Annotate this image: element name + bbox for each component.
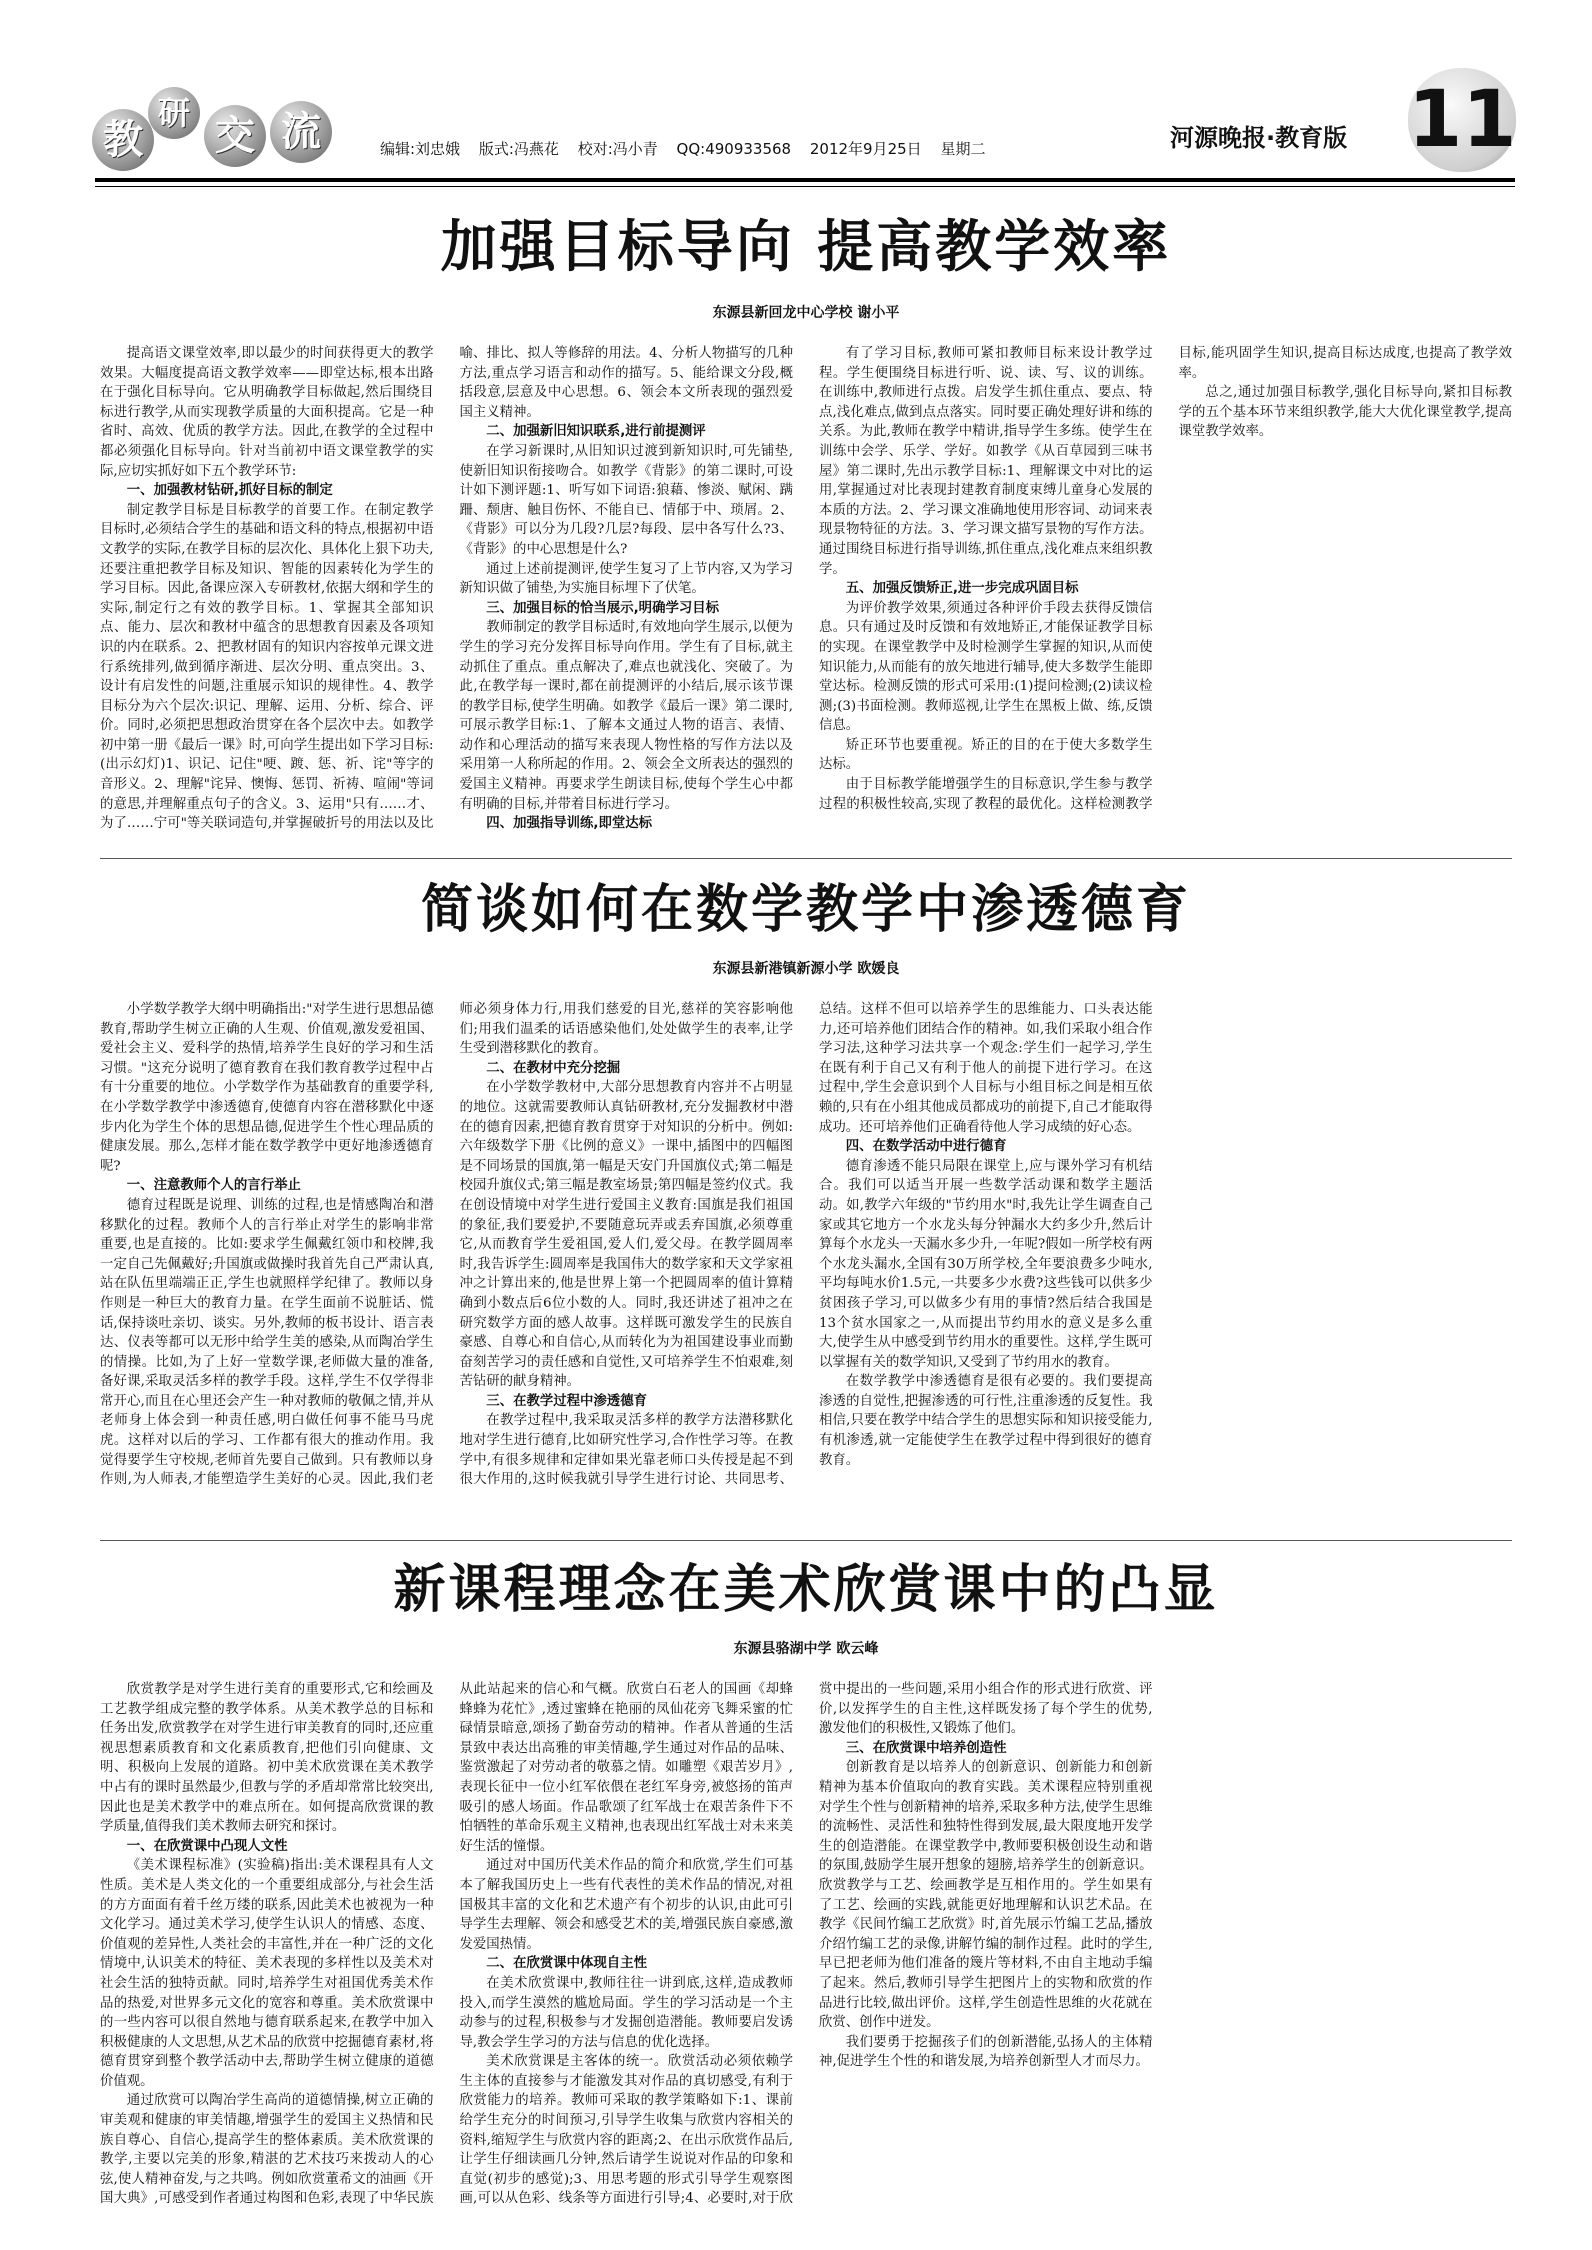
body-paragraph: 在小学数学教材中,大部分思想教育内容并不占明显的地位。这就需要教师认真钻研教材,充分发掘教材中潜在的德育因素,把德育教育贯穿于对知识的分析中。例如:六年级数学下册《比例的意义》一课中,插图中的四幅图是不同场景的国旗,第一幅是天安门升国旗仪式;第二幅是校园升旗仪式;第三幅是教室场景;第四幅是签约仪式。我在创设情境中对学生进行爱国主义教育:国旗是我们祖国的象征,我们要爱护,不要随意玩弄或丢弃国旗,必须尊重它,从而教育学生爱祖国,爱人们,爱父母。在教学圆周率时,我告诉学生:圆周率是我国伟大的数学家和天文学家祖冲之计算出来的,他是世界上第一个把圆周率的值计算精确到小数点后6位小数的人。同时,我还讲述了祖冲之在研究数学方面的感人故事。这样既可激发学生的民族自豪感、自尊心和自信心,从而转化为为祖国建设事业而勤奋刻苦学习的责任感和自觉性,又可培养学生不怕艰难,刻苦钻研的献身精神。 [459,1080,793,1390]
body-paragraph: 在数学教学中渗透德育是很有必要的。我们要提高渗透的自觉性,把握渗透的可行性,注重渗透的反复性。我相信,只要在教学中结合学生的思想实际和知识接受能力,有机渗透,就一定能使学生在教学过程中得到很好的德育教育。 [819,1374,1153,1468]
body-paragraph: 总之,通过加强目标教学,强化目标导向,紧扣目标教学的五个基本环节来组织教学,能大大优化课堂教学,提高课堂教学效率。 [1178,385,1512,440]
section-heading: 一、注意教师个人的言行举止 [126,1178,301,1194]
section-heading: 三、在教学过程中渗透德育 [486,1393,647,1409]
section-heading: 一、在欣赏课中凸现人文性 [126,1838,288,1854]
article-2-body [100,1000,1512,1500]
body-paragraph: 我们要勇于挖掘孩子们的创新潜能,弘扬人的主体精神,促进学生个性的和谐发展,为培养创新型人才而尽力。 [819,2034,1153,2070]
body-paragraph: 教师制定的教学目标适时,有效地向学生展示,以便为学生的学习充分发挥目标导向作用。学生有了目标,就主动抓住了重点。重点解决了,难点也就浅化、突破了。为此,在教学每一课时,都在前提测评的小结后,展示该节课的教学目标,使学生明确。如教学《最后一课》第二课时,可展示教学目标:1、了解本文通过人物的语言、表情、动作和心理活动的描写来表现人物性格的写作方法以及采用第一人称所起的作用。2、领会全文所表达的强烈的爱国主义精神。再要求学生朗读目标,使每个学生心中都有明确的目标,并带着目标进行学习。 [459,620,793,812]
issue-weekday: 星期二 [940,140,986,158]
body-paragraph: 在教学过程中,我采取灵活多样的教学方法潜移默化地对学生进行德育,比如研究性学习,合作性学习等。在教学中,有很多规律和定律如果光靠老师口头传授是起不到很大作用的,这时候我就引导学生进行讨论、共同思考、总结。这样不但可以培养学生的思维能力、口头表达能力,还可培养他们团结合作的精神。如,我们采取小组合作学习法,这种学习法共享一个观念:学生们一起学习,学生在既有利于自己又有利于他人的前提下进行学习。在这过程中,学生会意识到个人目标与小组目标之间是相互依赖的,只有在小组其他成员都成功的前提下,自己才能取得成功。还可培养他们正确看待他人学习成绩的好心态。 [459,1002,1153,1488]
issue-date: 2012年9月25日 [809,140,922,158]
article-2 [100,872,1512,1532]
masthead-rule [95,178,1515,182]
section-heading: 三、在欣赏课中培养创造性 [845,1740,1007,1756]
masthead [0,0,1592,190]
body-paragraph: 为评价教学效果,须通过各种评价手段去获得反馈信息。只有通过及时反馈和有效地矫正,才能保证教学目标的实现。在课堂教学中及时检测学生掌握的知识,从而使知识能力,从而能有的放矢地进行辅导,使大多数学生能即堂达标。检测反馈的形式可采用:(1)提问检测;(2)读议检测;(3)书面检测。教师巡视,让学生在黑板上做、练,反馈信息。 [819,600,1153,734]
body-paragraph: 通过对中国历代美术作品的简介和欣赏,学生们可基本了解我国历史上一些有代表性的美术作品的情况,对祖国极其丰富的文化和艺术遗产有个初步的认识,由此可引导学生去理解、领会和感受艺术的美,增强民族自豪感,激发爱国热情。 [459,1858,793,1952]
section-logo-char: 交 [204,105,266,167]
section-heading: 一、加强教材钻研,抓好目标的制定 [126,483,333,499]
contact-qq: QQ:490933568 [676,140,792,158]
body-paragraph: 矫正环节也要重视。矫正的目的在于使大多数学生达标。 [819,737,1153,773]
section-heading: 三、加强目标的恰当展示,明确学习目标 [486,600,720,616]
body-paragraph: 德育过程既是说理、训练的过程,也是情感陶冶和潜移默化的过程。教师个人的言行举止对学生的影响非常重要,也是直接的。比如:要求学生佩戴红领巾和校牌,我一定自己先佩戴好;升国旗或做操时我首先自己严肃认真,站在队伍里端端正正,学生也就照样学纪律了。教师以身作则是一种巨大的教育力量。在学生面前不说脏话、慌话,保持谈吐亲切、谈实。另外,教师的板书设计、语言表达、仪表等都可以无形中给学生美的感染,从而陶冶学生的情操。比如,为了上好一堂数学课,老师做大量的准备,备好课,采取灵活多样的教学手段。这样,学生不仅学得非常开心,而且在心里还会产生一种对教师的敬佩之情,并从老师身上体会到一种责任感,明白做任何事不能马马虎虎。这样对以后的学习、工作都有很大的推动作用。我觉得要学生守校规,老师首先要自己做到。只有教师以身作则,为人师表,才能塑造学生美好的心灵。因此,我们老师必须身体力行,用我们慈爱的目光,慈祥的笑容影响他们;用我们温柔的话语感染他们,处处做学生的表率,让学生受到潜移默化的教育。 [100,1002,793,1488]
article-2-byline: 东源县新港镇新源小学 欧媛良 [712,961,900,977]
article-3-body [100,1680,1512,2220]
page-number: 11 [1408,68,1516,172]
body-paragraph: 德育渗透不能只局限在课堂上,应与课外学习有机结合。我们可以适当开展一些数学活动课和数学主题活动。如,教学六年级的"节约用水"时,我先让学生调查自己家或其它地方一个水龙头每分钟漏水大约多少升,然后计算每个水龙头一天漏水多少升,一年呢?假如一所学校有两个水龙头漏水,全国有30万所学校,全年要浪费多少吨水,平均每吨水价1.5元,一共要多少水费?这些钱可以供多少贫困孩子学习,可以做多少有用的事情?然后结合我国是13个贫水国家之一,从而提出节约用水的意义是多么重大,使学生从中感受到节约用水的重要性。这样,学生既可以掌握有关的数学知识,又受到了节约用水的教育。 [819,1158,1153,1370]
article-1-title: 加强目标导向 提高教学效率 [440,215,1172,280]
body-paragraph: 通过上述前提测评,使学生复习了上节内容,又为学习新知识做了铺垫,为实施目标埋下了伏笔。 [459,561,793,597]
body-paragraph: 创新教育是以培养人的创新意识、创新能力和创新精神为基本价值取向的教育实践。美术课程应特别重视对学生个性与创新精神的培养,采取多种方法,使学生思维的流畅性、灵活性和独特性得到发展,最大限度地开发学生的创造潜能。在课堂教学中,教师要积极创设生动和谐的氛围,鼓励学生展开想象的翅膀,培养学生的创新意识。欣赏教学与工艺、绘画教学是互相作用的。学生如果有了工艺、绘画的实践,就能更好地理解和认识艺术品。在教学《民间竹编工艺欣赏》时,首先展示竹编工艺品,播放介绍竹编工艺的录像,讲解竹编的制作过程。此时的学生,早已把老师为他们准备的篾片等材料,不由自主地动手编了起来。然后,教师引导学生把图片上的实物和欣赏的作品进行比较,做出评价。这样,学生创造性思维的火花就在欣赏、创作中迸发。 [819,1760,1153,2031]
article-1 [100,208,1512,848]
body-paragraph: 欣赏教学是对学生进行美育的重要形式,它和绘画及工艺教学组成完整的教学体系。从美术教学总的目标和任务出发,欣赏教学在对学生进行审美教育的同时,还应重视思想素质教育和文化素质教育,把他们引向健康、文明、积极向上发展的道路。初中美术欣赏课在美术教学中占有的课时虽然最少,但教与学的矛盾却常常比较突出,因此也是美术教学中的难点所在。如何提高欣赏课的教学质量,值得我们美术教师去研究和探讨。 [100,1682,434,1835]
article-3-byline: 东源县骆湖中学 欧云峰 [733,1641,879,1657]
body-paragraph: 通过欣赏可以陶冶学生高尚的道德情操,树立正确的审美观和健康的审美情趣,增强学生的爱国主义热情和民族自尊心、自信心,提高学生的整体素质。美术欣赏课的教学,主要以完美的形象,精湛的艺术技巧来拨动人的心弦,使人精神奋发,与之共鸣。例如欣赏董希文的油画《开国大典》,可感受到作者通过构图和色彩,表现了中华民族从此站起来的信心和气概。欣赏白石老人的国画《却蜂蜂蜂为花忙》,透过蜜蜂在艳丽的凤仙花旁飞舞采蜜的忙碌情景暗意,颂扬了勤奋劳动的精神。作者从普通的生活景致中表达出高雅的审美情趣,学生通过对作品的品味、鉴赏激起了对劳动者的敬慕之情。如雕塑《艰苦岁月》,表现长征中一位小红军依偎在老红军身旁,被悠扬的笛声吸引的感人场面。作品歌颂了红军战士在艰苦条件下不怕牺牲的革命乐观主义精神,也表现出红军战士对未来美好生活的憧憬。 [100,1682,793,2207]
body-paragraph: 提高语文课堂效率,即以最少的时间获得更大的教学效果。大幅度提高语文教学效率——即堂达标,根本出路在于强化目标导向。它从明确教学目标做起,然后围绕目标进行教学,从而实现教学质量的大面积提高。它是一种省时、高效、优质的教学方法。因此,在教学的全过程中都必须强化目标导向。针对当前初中语文课堂教学的实际,应切实抓好如下五个教学环节: [100,346,434,479]
body-paragraph: 小学数学教学大纲中明确指出:"对学生进行思想品德教育,帮助学生树立正确的人生观、价值观,激发爱祖国、爱社会主义、爱科学的热情,培养学生良好的学习和生活习惯。"这充分说明了德育教育在我们教育教学过程中占有十分重要的地位。小学数学作为基础教育的重要学科,在小学数学教学中渗透德育,使德育内容在潜移默化中逐步内化为学生个体的思想品德,促进学生个性心理品质的健康发展。那么,怎样才能在数学教学中更好地渗透德育呢? [100,1002,434,1174]
editor-credit: 编辑:刘忠娥 [380,140,461,158]
section-heading: 二、在教材中充分挖掘 [486,1060,621,1076]
section-logo [92,95,352,175]
article-2-title: 简谈如何在数学教学中渗透德育 [420,880,1191,940]
article-1-byline: 东源县新回龙中心学校 谢小平 [712,305,900,321]
body-paragraph: 在美术欣赏课中,教师往往一讲到底,这样,造成教师投入,而学生漠然的尴尬局面。学生的学习活动是一个主动参与的过程,积极参与才发掘创造潜能。教师要启发诱导,教会学生学习的方法与信息的优化选择。 [459,1975,793,2050]
body-paragraph: 美术欣赏课是主客体的统一。欣赏活动必须依赖学生主体的直接参与才能激发其对作品的真切感受,有利于欣赏能力的培养。教师可采取的教学策略如下:1、课前给学生充分的时间预习,引导学生收集与欣赏内容相关的资料,缩短学生与欣赏内容的距离;2、在出示欣赏作品后,让学生仔细读画几分钟,然后请学生说说对作品的印象和直觉(初步的感觉);3、用思考题的形式引导学生观察图画,可以从色彩、线条等方面进行引导;4、必要时,对于欣赏中提出的一些问题,采用小组合作的形式进行欣赏、评价,以发挥学生的自主性,这样既发扬了每个学生的优势,激发他们的积极性,又锻炼了他们。 [459,1682,1153,2207]
section-logo-char: 教 [92,109,154,171]
article-1-body [100,344,1512,834]
article-divider [100,1540,1512,1541]
newspaper-brand: 河源晚报·教育版 [1170,124,1348,152]
section-heading: 二、加强新旧知识联系,进行前提测评 [486,424,706,440]
proofreader-credit: 校对:冯小青 [577,140,658,158]
body-paragraph: 制定教学目标是目标教学的首要工作。在制定教学目标时,必须结合学生的基础和语文科的特点,根据初中语文教学的实际,在教学目标的层次化、具体化上狠下功夫,还要注重把教学目标及知识、智能的因素转化为学生的学习目标。因此,备课应深入专研教材,依据大纲和学生的实际,制定行之有效的教学目标。1、掌握其全部知识点、能力、层次和教材中蕴含的思想教育因素及各项知识的内在联系。2、把教材固有的知识内容按单元课文进行系统排列,做到循序渐进、层次分明、重点突出。3、设计有启发性的问题,注重展示知识的规律性。4、教学目标分为六个层次:识记、理解、运用、分析、综合、评价。同时,必须把思想政治贯穿在各个层次中去。如教学初中第一册《最后一课》时,可向学生提出如下学习目标:(出示幻灯)1、识记、记住"哽、踱、惩、祈、诧"等字的音形义。2、理解"诧异、懊悔、惩罚、祈祷、喧闹"等词的意思,并理解重点句子的含义。3、运用"只有……才、为了……宁可"等关联词造句,并掌握破折号的用法以及比喻、排比、拟人等修辞的用法。4、分析人物描写的几种方法,重点学习语言和动作的描写。5、能给课文分段,概括段意,层意及中心思想。6、领会本文所表现的强烈爱国主义精神。 [100,346,793,832]
body-paragraph: 《美术课程标准》(实验稿)指出:美术课程具有人文性质。美术是人类文化的一个重要组成部分,与社会生活的方方面面有着千丝万缕的联系,因此美术也被视为一种文化学习。通过美术学习,使学生认识人的情感、态度、价值观的差异性,人类社会的丰富性,并在一种广泛的文化情境中,认识美术的特征、美术表现的多样性以及美术对社会生活的独特贡献。同时,培养学生对祖国优秀美术作品的热爱,对世界多元文化的宽容和尊重。美术欣赏课中的一些内容可以很自然地与德育联系起来,在教学中加入积极健康的人文思想,从艺术品的欣赏中挖掘德育素材,将德育贯穿到整个教学活动中去,帮助学生树立健康的道德价值观。 [100,1858,434,2089]
section-heading: 五、加强反馈矫正,进一步完成巩固目标 [845,581,1079,597]
section-logo-char: 流 [270,101,332,163]
section-heading: 四、加强指导训练,即堂达标 [486,816,653,832]
masthead-rule-thin [95,186,1515,187]
article-3-title: 新课程理念在美术欣赏课中的凸显 [393,1560,1219,1620]
section-heading: 四、在数学活动中进行德育 [845,1139,1007,1155]
body-paragraph: 由于目标教学能增强学生的目标意识,学生参与教学过程的积极性较高,实现了教程的最优化。这样检测教学目标,能巩固学生知识,提高目标达成度,也提高了教学效率。 [819,346,1512,812]
masthead-meta [380,138,999,159]
article-3 [100,1552,1512,2232]
body-paragraph: 有了学习目标,教师可紧扣教师目标来设计教学过程。学生便围绕目标进行听、说、读、写、议的训练。在训练中,教师进行点拨。启发学生抓住重点、要点、特点,浅化难点,做到点点落实。同时要正确处理好讲和练的关系。为此,教师在教学中精讲,指导学生多练。使学生在训练中会学、乐学、学好。如教学《从百草园到三味书屋》第二课时,先出示教学目标:1、理解课文中对比的运用,掌握通过对比表现封建教育制度束缚儿童身心发展的本质的方法。2、学习课文准确地使用形容词、动词来表现景物特征的方法。3、学习课文描写景物的写作方法。通过围绕目标进行指导训练,抓住重点,浅化难点来组织教学。 [819,346,1153,577]
section-heading: 二、在欣赏课中体现自主性 [486,1956,647,1972]
layout-credit: 版式:冯燕花 [478,140,559,158]
body-paragraph: 在学习新课时,从旧知识过渡到新知识时,可先铺垫,使新旧知识衔接吻合。如教学《背影》的第二课时,可设计如下测评题:1、听写如下词语:狼藉、惨淡、赋闲、蹒跚、颓唐、触目伤怀、不能自已、情郁于中、琐屑。2、《背影》可以分为几段?几层?每段、层中各写什么?3、《背影》的中心思想是什么? [459,443,793,557]
article-divider [100,858,1512,859]
section-logo-char: 研 [148,87,200,139]
